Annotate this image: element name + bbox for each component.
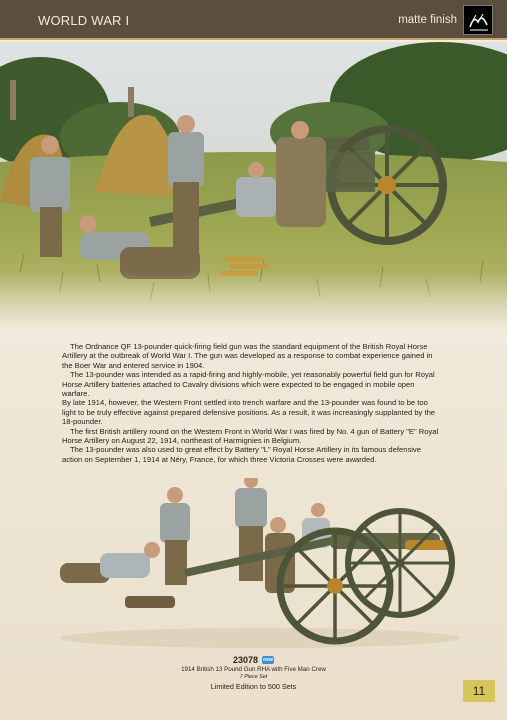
- finish-label: matte finish: [398, 14, 457, 26]
- article-paragraph: The Ordnance QF 13-pounder quick-firing field gun was the standard equipment of the British Royal Horse Artillery at the outbreak of World War I. The gun was developed as a response to combat experience gained in the Boer War and entered service in 1904.: [62, 342, 433, 370]
- article-paragraph: The first British artillery round on the Western Front in World War I was fired by No. 4 gun of Battery "E" Royal Horse Artillery on August 22, 1914, northeast of Harmignies in Belgium.: [62, 426, 439, 446]
- product-number-row: [0, 654, 507, 666]
- new-badge: new: [263, 656, 273, 663]
- product-pieces: 7 Piece Set: [239, 674, 268, 680]
- page-number: 11: [463, 680, 495, 702]
- header-bar: [0, 0, 507, 40]
- product-figure-photo: [40, 478, 470, 653]
- product-name: 1914 British 13 Pound Gun RHA with Five Man Crew: [181, 666, 326, 673]
- hero-diorama-photo: [0, 42, 507, 342]
- product-number: 23078: [232, 654, 259, 665]
- article-paragraph: The 13-pounder was also used to great effect by Battery "L" Royal Horse Artillery in its famous defensive action on September 1, 1914 at Néry, France, for which three Victoria Crosses were awarded.: [62, 445, 421, 464]
- article-paragraph: By late 1914, however, the Western Front settled into trench warfare and the 13-pounder was found to be too light to be truly effective against prepared defensive positions. As a result, it was increasingly supplanted by the 18-pounder.: [62, 398, 436, 427]
- product-limit: Limited Edition to 500 Sets: [210, 682, 297, 691]
- section-title: WORLD WAR I: [38, 13, 130, 28]
- hero-fade-overlay: [0, 272, 507, 342]
- article-text: [62, 342, 442, 464]
- brand-logo-icon: [463, 5, 493, 35]
- article-paragraph: The 13-pounder was intended as a rapid-firing and highly-mobile, yet reasonably powerful field gun for Royal Horse Artillery batteries attached to Cavalry divisions which were expected to be engaged in mobile open warfare.: [62, 370, 435, 399]
